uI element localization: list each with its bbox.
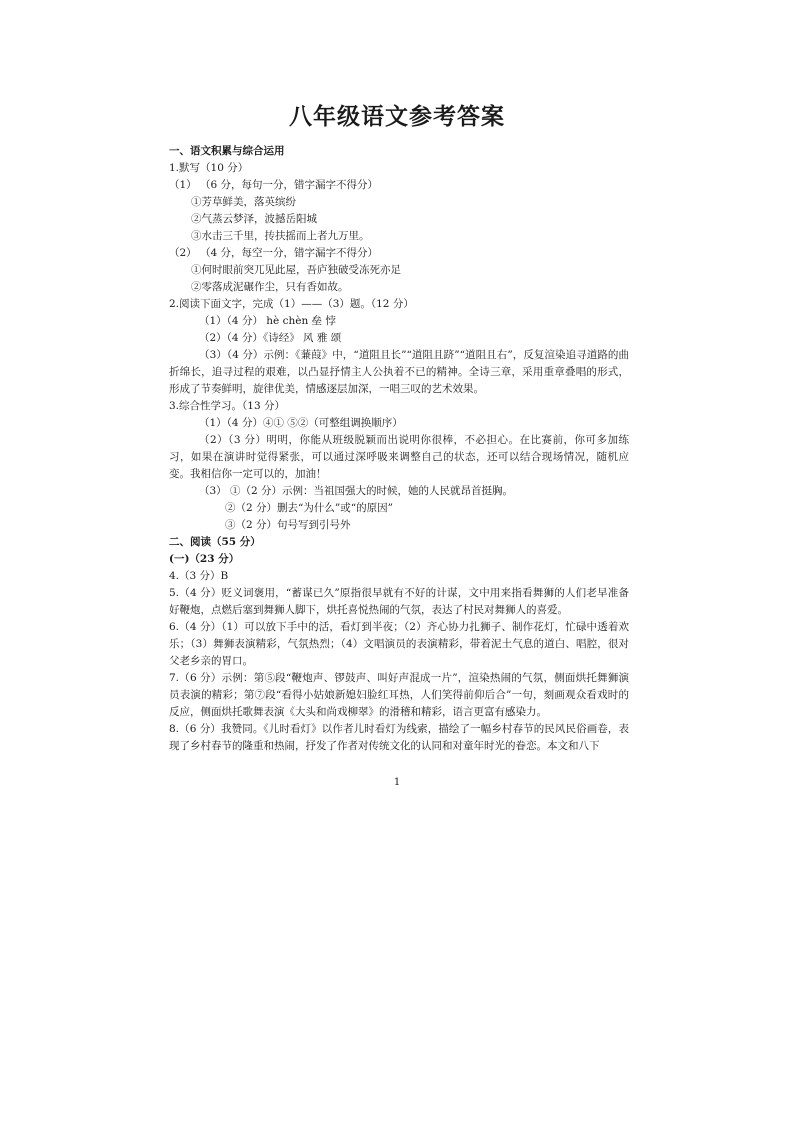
sub-question: （1） （6 分，每句一分，错字漏字不得分） xyxy=(169,179,379,191)
answer-line: ②（2 分）删去“为什么”或“的原因” xyxy=(225,502,393,514)
page-number: 1 xyxy=(393,777,401,788)
subsection-heading: (一)（23 分） xyxy=(169,553,240,565)
answer-line: （1）（4 分）④① ⑤②（可整组调换顺序） xyxy=(199,417,403,429)
answer-line: ②零落成泥碾作尘，只有香如故。 xyxy=(191,281,349,293)
answer-content xyxy=(169,143,629,755)
answer-line: ③（2 分）句号写到引号外 xyxy=(225,519,351,531)
sub-question: （2） （4 分，每空一分，错字漏字不得分） xyxy=(169,247,379,259)
section-heading: 一、语文积累与综合运用 xyxy=(169,145,285,157)
question-heading: 3.综合性学习。（13 分） xyxy=(169,400,285,412)
page-title: 八年级语文参考答案 xyxy=(289,103,505,130)
answer-line: ③水击三千里，抟扶摇而上者九万里。 xyxy=(191,230,370,242)
answer-line: ①芳草鲜美，落英缤纷 xyxy=(191,196,296,208)
answer-line: （3） ①（2 分）示例：当祖国强大的时候，她的人民就昂首挺胸。 xyxy=(199,485,514,497)
answer-paragraph: （2）（3 分）明明，你能从班级脱颖而出说明你很棒，不必担心。在比赛前，你可多加练习，如果在演讲时觉得紧张，可以通过深呼吸来调整自己的状态，还可以结合现场情况，随机应变。我相信你一定可以的，加油！ xyxy=(169,434,629,480)
answer-paragraph: 8.（6 分）我赞同。《儿时看灯》以作者儿时看灯为线索，描绘了一幅乡村春节的民风民俗画卷，表现了乡村春节的隆重和热闹，抒发了作者对传统文化的认同和对童年时光的眷恋。本文和八下 xyxy=(169,723,629,752)
question-heading: 1.默写（10 分） xyxy=(169,162,249,174)
answer-line: 4.（3 分）B xyxy=(169,570,229,582)
answer-paragraph: 7.（6 分）示例：第⑤段“鞭炮声、锣鼓声、叫好声混成一片”，渲染热闹的气氛，侧面烘托舞狮演员表演的精彩；第⑦段“看得小姑娘新媳妇脸红耳热，人们笑得前仰后合”一句，刻画观众看戏时的反应，侧面烘托歌舞表演《大头和尚戏柳翠》的滑稽和精彩，语言更富有感染力。 xyxy=(169,672,629,718)
answer-line: （1）（4 分） hè chèn 垒 悖 xyxy=(199,315,336,327)
answer-paragraph: 6.（4 分）（1）可以放下手中的活，看灯到半夜；（2）齐心协力扎狮子、制作花灯，忙碌中透着欢乐；（3）舞狮表演精彩，气氛热烈；（4）文唱演员的表演精彩，带着泥土气息的道白、唱腔，很对父老乡亲的胃口。 xyxy=(169,621,629,667)
answer-line: ②气蒸云梦泽，波撼岳阳城 xyxy=(191,213,317,225)
section-heading: 二、阅读（55 分） xyxy=(169,536,261,548)
question-heading: 2.阅读下面文字，完成（1）——（3）题。（12 分） xyxy=(169,298,414,310)
answer-line: （2）（4 分）《诗经》 风 雅 颂 xyxy=(199,332,342,344)
answer-line: ①何时眼前突兀见此屋，吾庐独破受冻死亦足 xyxy=(191,264,401,276)
answer-paragraph: 5.（4 分）贬义词褒用，“蓄谋已久”原指很早就有不好的计谋，文中用来指看舞狮的人们老早准备好鞭炮，点燃后塞到舞狮人脚下，烘托喜悦热闹的气氛，表达了村民对舞狮人的喜爱。 xyxy=(169,587,629,616)
answer-paragraph: （3）（4 分）示例：《蒹葭》中，“道阻且长”“道阻且跻”“道阻且右”，反复渲染追寻道路的曲折绵长，追寻过程的艰难，以凸显抒情主人公执着不已的精神。全诗三章，采用重章叠唱的形式，形成了节奏鲜明，旋律优美，情感逐层加深，一唱三叹的艺术效果。 xyxy=(169,349,629,395)
